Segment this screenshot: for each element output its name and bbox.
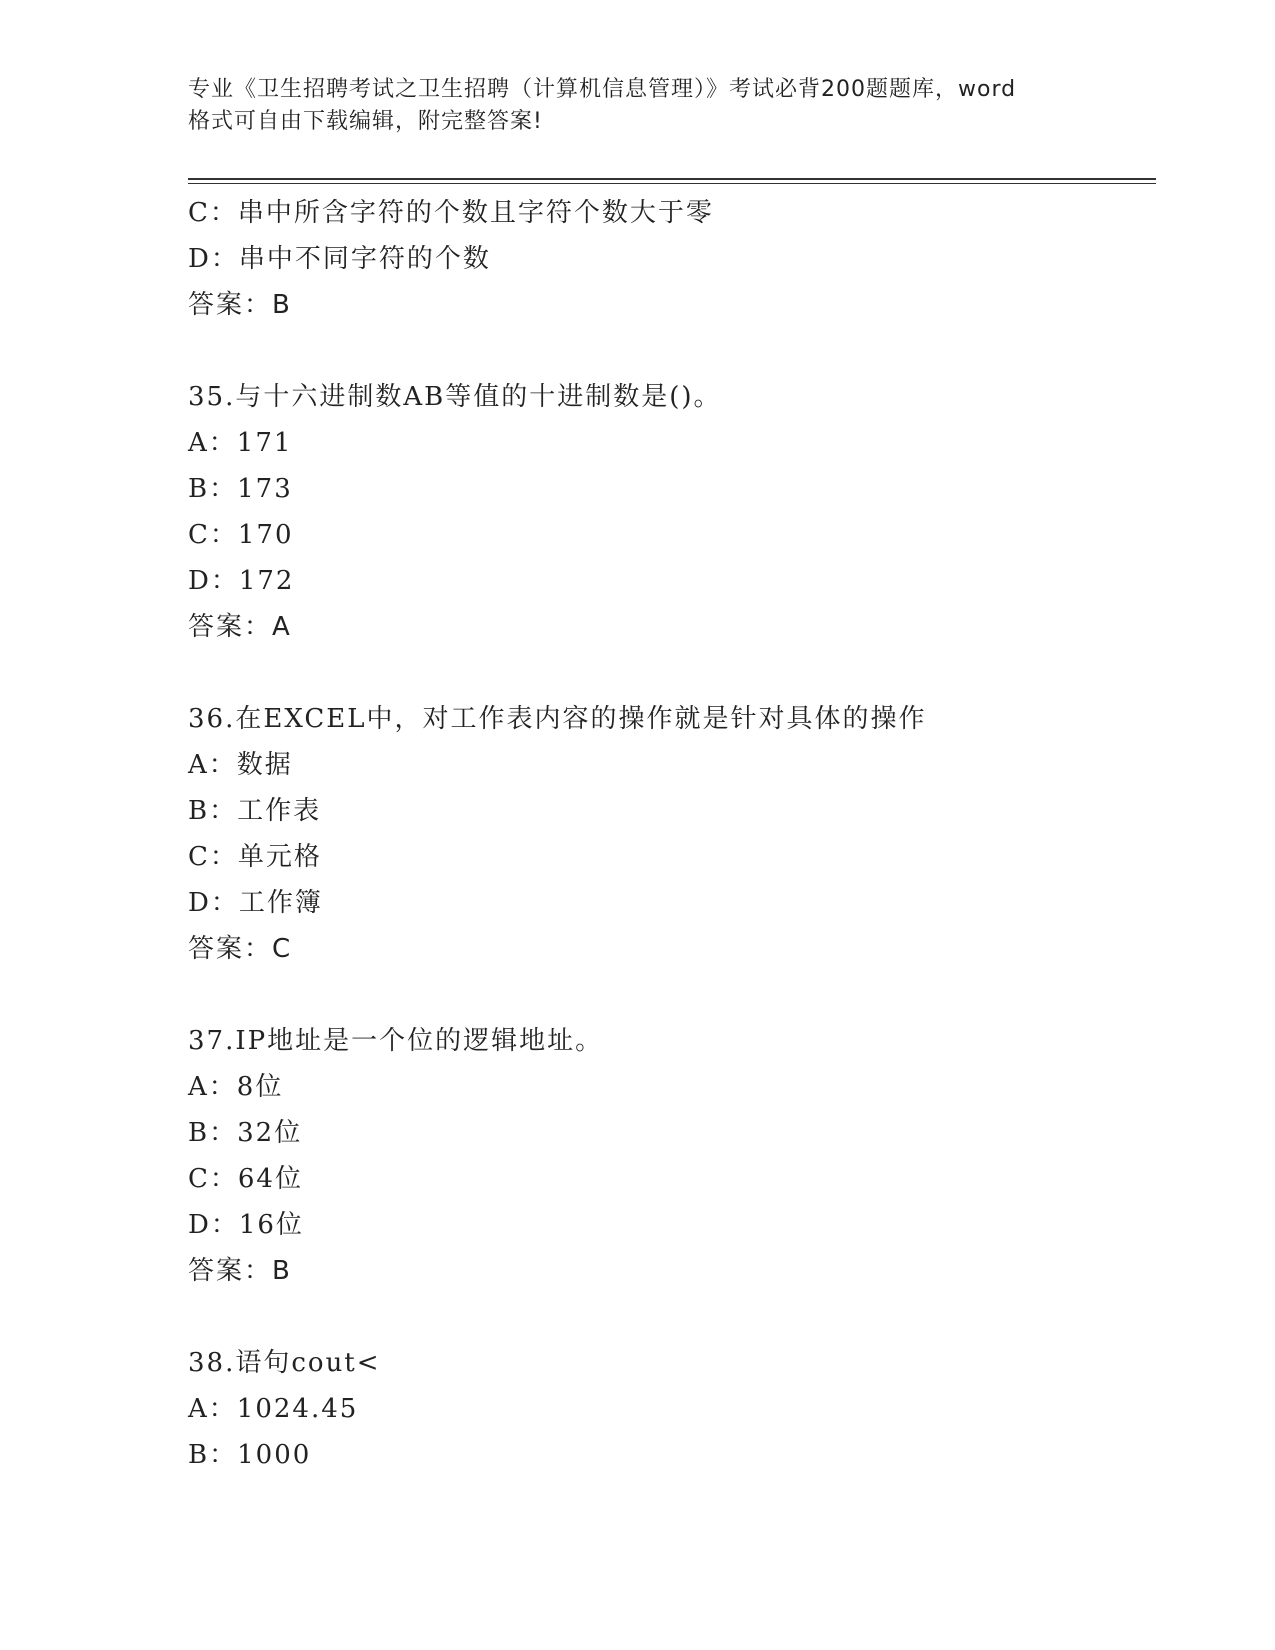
document-header bbox=[188, 74, 1088, 138]
option-a: A：1024.45 bbox=[188, 1394, 359, 1424]
answer-line: 答案：C bbox=[188, 934, 293, 964]
option-b: B：1000 bbox=[188, 1440, 312, 1470]
option-d: D：16位 bbox=[188, 1210, 304, 1240]
option-b: B：32位 bbox=[188, 1118, 303, 1148]
header-divider-thin bbox=[188, 183, 1156, 184]
option-c: C：单元格 bbox=[188, 842, 322, 872]
question-stem: 38.语句cout< bbox=[188, 1348, 381, 1378]
option-c: C：64位 bbox=[188, 1164, 303, 1194]
option-a: A：8位 bbox=[188, 1072, 284, 1102]
answer-line: 答案：B bbox=[188, 1256, 292, 1286]
option-c: C：170 bbox=[188, 520, 294, 550]
option-a: A：数据 bbox=[188, 750, 293, 780]
question-stem: 37.IP地址是一个位的逻辑地址。 bbox=[188, 1026, 604, 1056]
option-d: D：工作簿 bbox=[188, 888, 323, 918]
option-b: B：工作表 bbox=[188, 796, 322, 826]
answer-line: 答案：B bbox=[188, 290, 292, 320]
option-d: D：串中不同字符的个数 bbox=[188, 244, 491, 274]
option-d: D：172 bbox=[188, 566, 295, 596]
option-a: A：171 bbox=[188, 428, 293, 458]
answer-line: 答案：A bbox=[188, 612, 292, 642]
header-divider bbox=[188, 178, 1156, 180]
question-stem: 35.与十六进制数AB等值的十进制数是()。 bbox=[188, 382, 722, 412]
option-c: C：串中所含字符的个数且字符个数大于零 bbox=[188, 198, 714, 228]
question-list bbox=[188, 190, 1148, 1478]
header-line-2: 格式可自由下载编辑，附完整答案! bbox=[188, 109, 543, 134]
question-stem: 36.在EXCEL中，对工作表内容的操作就是针对具体的操作 bbox=[188, 704, 927, 734]
option-b: B：173 bbox=[188, 474, 293, 504]
header-line-1: 专业《卫生招聘考试之卫生招聘（计算机信息管理）》考试必背200题题库，word bbox=[188, 77, 1017, 102]
